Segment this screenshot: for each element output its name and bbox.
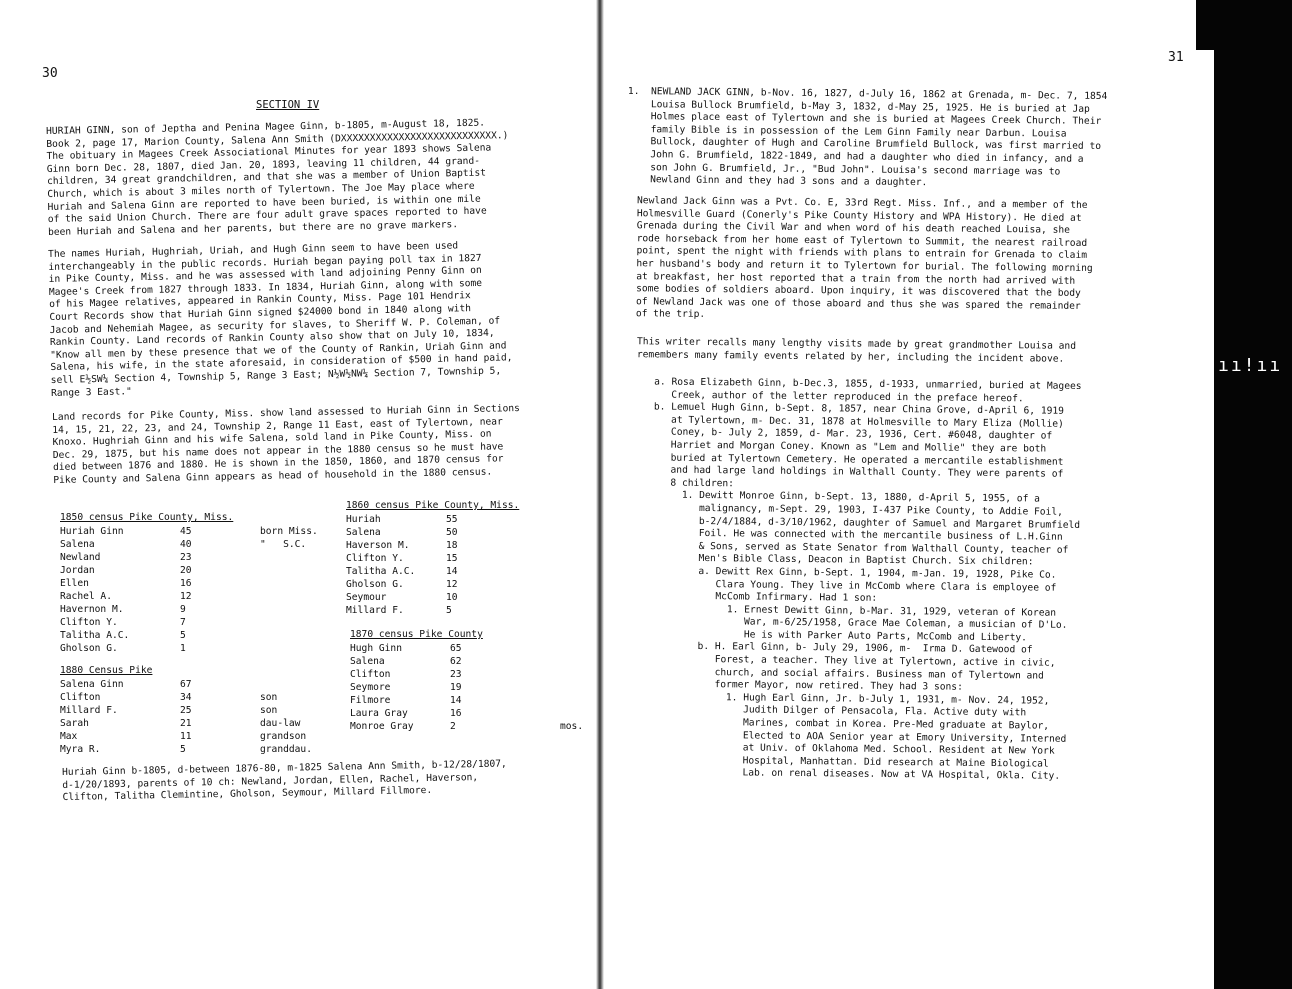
census-name: Gholson G. [346,579,404,590]
section-title: SECTION IV [256,99,320,111]
war-paragraph: Newland Jack Ginn was a Pvt. Co. E, 33rd Regt. Miss. Inf., and a member of the Holmesville Guard (Conerly's Pike County History and WPA History). He died at Grenada during the Civil War and when word of his death reached Louisa, she rode horseback from her home east of Tylertown to Summit, the nearest railroad point, spent the night with friends with plans to entrain for Grenada to claim her husband's body and return it to Tylertown for burial. The following morning at breakfast, her host reported that a train from the north had arrived with some bodies of soldiers aboard. Upon inquiry, it was discovered that the body of Newland Jack was one of those aboard and thus she was spared the remainder of the trip. [612,195,1093,321]
census-age: 50 [446,527,458,538]
census-name: Millard F. [346,605,404,616]
census-age: 9 [180,604,186,615]
census-name: Salena [350,656,385,667]
census-note: grandson [260,731,307,742]
census-name: Newland [60,552,101,563]
census-name: Haverson M. [346,540,410,551]
census-row [346,578,556,591]
census-name: Talitha A.C. [346,566,416,577]
census-1870-table [350,629,583,733]
census-name: Clifton [60,692,101,703]
census-row [350,642,583,655]
census-age: 12 [180,591,192,602]
census-age: 55 [446,514,458,525]
census-row [350,681,583,694]
census-row [346,604,556,617]
census-1880-title: 1880 Census Pike [60,665,153,676]
children-list: a. Rosa Elizabeth Ginn, b-Dec.3, 1855, d-1933, unmarried, buried at Magees Creek, author of the letter reproduced in the preface hereof. b. Lemuel Hugh Ginn, b-Sept. 8, 1857, near China Grove, d-April 6, 1919 at Tylertown, m- Dec. 31, 1878 at Holmesville to Mary Eliza (Mollie) Coney, b- July 2, 1859, d- Mar. 23, 1936, Cert. #6048, daughter of Harriet and Morgan Coney. Known as "Lem and Mollie" they are both buried at Tylertown Cemetery. He operated a mercantile establishment and had large land holdings in Walthall County. They were parents of 8 children: 1. Dewitt Monroe Ginn, b-Sept. 13, 1880, d-April 5, 1955, of a malignancy, m-Sept. 29, 1903, I-437 Pike County, to Addie Foil, b-2/4/1884, d-3/10/1962, daughter of Samuel and Margaret Brumfield Foil. He was connected with the mercantile business of L.H.Ginn & Sons, served as State Senator from Walthall County, teacher of Men's Bible Class, Deacon in Baptist Church. Six children: a. Dewitt Rex Ginn, b-Sept. 1, 1904, m-Jan. 19, 1928, Pike Co. Clara Young. They live in McComb where Clara is employee of McComb Infirmary. Had 1 son: 1. Ernest Dewitt Ginn, b-Mar. 31, 1929, veteran of Korean War, m-6/25/1958, Grace Mae Coleman, a musician of D'Lo. He is with Parker Auto Parts, McComb and Liberty. b. H. Earl Ginn, b- July 29, 1906, m- Irma D. Gatewood of Forest, a teacher. They live at Tylertown, active in civic, church, and social affairs. Business man of Tylertown and former Mayor, now retired. They had 3 sons: 1. Hugh Earl Ginn, Jr. b-July 1, 1931, m- Nov. 24, 1952, Judith Dilger of Pensacola, Fla. Active duty with Marines, combat in Korea. Pre-Med graduate at Baylor, Elected to AOA Senior year at Emory University, Interned at Univ. of Oklahoma Med. School. Resident at New York Hospital, Manhattan. Did research at Maine Biological Lab. on renal diseases. Now at VA Hospital, Okla. City. [603,376,1082,783]
census-row [60,730,312,743]
census-note: granddau. [260,744,312,755]
census-row [60,678,312,691]
census-row [60,538,318,551]
census-1860-title: 1860 census Pike County, Miss. [346,500,520,511]
census-name: Sarah [60,718,89,729]
census-age: 23 [450,669,462,680]
census-name: Huriah [346,514,381,525]
census-row [60,525,318,538]
census-age: 34 [180,692,192,703]
scan-dark-edge-top [1196,0,1292,50]
census-name: Clifton Y. [346,553,404,564]
census-row [346,513,556,526]
census-name: Ellen [60,578,89,589]
census-name: Jordan [60,565,95,576]
census-age: 5 [446,605,452,616]
census-name: Seymore [350,682,391,693]
summary-paragraph: Huriah Ginn b-1805, d-between 1876-80, m-1825 Salena Ann Smith, b-12/28/1807, d-1/20/1893, parents of 10 ch: Newland, Jordan, Ellen, Rachel, Haverson, Clifton, Talitha Clemintine, Gholson, Seymour, Millard Fillmore. [62,758,507,804]
census-row [60,642,318,655]
census-age: 10 [446,592,458,603]
census-age: 45 [180,526,192,537]
intro-paragraph: HURIAH GINN, son of Jeptha and Penina Magee Ginn, b-1805, m-August 18, 1825. Book 2, page 17, Marion County, Salena Ann Smith (DXXXXXXXXXXXXXXXXXXXXXXXXXXX.) The obituary in Magees Creek Associational Minutes for year 1893 shows Salena Ginn born Dec. 28, 1807, died Jan. 20, 1893, leaving 11 children, 44 grand- children, 34 great grandchildren, and that she was a member of Union Baptist Church, which is about 3 miles north of Tylertown. The Joe May place where Huriah and Salena Ginn are reported to have been buried, is within one mile of the said Union Church. There are four adult grave spaces reported to have been Huriah and Salena and her parents, but there are no grave markers. [46,117,509,238]
census-name: Filmore [350,695,391,706]
census-row [60,616,318,629]
census-age: 14 [446,566,458,577]
recall-paragraph: This writer recalls many lengthy visits made by great grandmother Louisa and remembers many family events related by her, including the incident above. [613,336,1077,365]
census-note: son [260,692,278,703]
census-row [60,691,312,704]
census-age: 67 [180,679,192,690]
right-page [602,0,1292,989]
census-row [60,577,318,590]
census-age: 23 [180,552,192,563]
census-row [346,539,556,552]
census-name: Myra R. [60,744,101,755]
census-name: Millard F. [60,705,118,716]
census-name: Hugh Ginn [350,643,402,654]
census-note: " S.C. [260,539,307,550]
census-row [60,629,318,642]
right-page-number: 31 [1168,50,1184,65]
census-row [350,668,583,681]
census-row [60,743,312,756]
census-row [60,603,318,616]
census-age: 7 [180,617,186,628]
census-age: 1 [180,643,186,654]
census-age: 5 [180,744,186,755]
census-name: Talitha A.C. [60,630,130,641]
census-age: 5 [180,630,186,641]
census-note: born Miss. [260,526,318,537]
land-paragraph: Land records for Pike County, Miss. show land assessed to Huriah Ginn in Sections 14, 15, 21, 22, 23, and 24, Township 2, Range 11 East, east of Tylertown, near Knoxo. Hughriah Ginn and his wife Salena, sold land in Pike County, Miss. on Dec. 29, 1875, but his name does not appear in the 1880 census so he must have died between 1876 and 1880. He is shown in the 1850, 1860, and 1870 census for Pike County and Salena Ginn appears as head of household in the 1880 census. [52,403,520,486]
census-name: Clifton [350,669,391,680]
scan-edge-artifact: ıı!ıı [1218,355,1283,376]
census-age: 20 [180,565,192,576]
census-name: Salena [60,539,95,550]
names-paragraph: The names Huriah, Hughriah, Uriah, and Hugh Ginn seem to have been used interchangeably in the public records. Huriah began paying poll tax in 1827 in Pike County, Miss. and he was assessed with land adjoining Penny Ginn on Magee's Creek from 1827 through 1833. In 1834, Huriah Ginn, along with some of his Magee relatives, appeared in Rankin County, Miss. Page 101 Hendrix Court Records show that Huriah Ginn signed $24000 bond in 1840 along with Jacob and Nehemiah Magee, as security for slaves, to Sheriff W. P. Coleman, of Rankin County. Land records of Rankin County also show that on July 10, 1834, "Know all men by these presence that we of the County of Rankin, Uriah Ginn and Salena, his wife, in the state aforesaid, in consideration of $500 in hand paid, sell E½SW¼ Section 4, Township 5, Range 3 East; N½W½NW¼ Section 7, Township 5, Range 3 East." [48,240,513,399]
census-row [346,565,556,578]
census-age: 21 [180,718,192,729]
census-age: 16 [180,578,192,589]
census-1880-table [60,665,312,756]
census-age: 18 [446,540,458,551]
census-row [346,552,556,565]
census-age: 14 [450,695,462,706]
left-page-number: 30 [42,66,58,81]
census-row [60,551,318,564]
scan-dark-edge [1214,0,1292,989]
census-name: Gholson G. [60,643,118,654]
census-name: Rachel A. [60,591,112,602]
census-row [350,707,583,720]
census-name: Max [60,731,78,742]
census-name: Seymour [346,592,387,603]
census-row [60,717,312,730]
census-name: Clifton Y. [60,617,118,628]
census-1860-table [346,500,556,617]
census-row [346,591,556,604]
census-age: 25 [180,705,192,716]
census-age: 65 [450,643,462,654]
census-row [60,564,318,577]
census-age: 11 [180,731,192,742]
census-name: Salena [346,527,381,538]
census-age: 16 [450,708,462,719]
census-name: Monroe Gray [350,721,414,732]
census-name: Havernon M. [60,604,124,615]
census-age: 40 [180,539,192,550]
census-1850-title: 1850 census Pike County, Miss. [60,512,234,523]
census-note: dau-law [260,718,301,729]
census-name: Salena Ginn [60,679,124,690]
census-age: 2 [450,721,456,732]
census-row [60,590,318,603]
census-row [350,694,583,707]
census-1870-title: 1870 census Pike County [350,629,483,640]
census-name: Laura Gray [350,708,408,719]
census-age: 62 [450,656,462,667]
census-note: son [260,705,278,716]
census-note: mos. [560,721,584,732]
census-row [346,526,556,539]
census-row [350,655,583,668]
census-age: 12 [446,579,458,590]
census-age: 15 [446,553,458,564]
census-name: Huriah Ginn [60,526,124,537]
left-page [0,0,598,989]
census-row [350,720,583,733]
entry-newland-jack-ginn: 1. NEWLAND JACK GINN, b-Nov. 16, 1827, d-July 16, 1862 at Grenada, m- Dec. 7, 1854 Louisa Bullock Brumfield, b-May 3, 1832, d-May 25, 1925. He is buried at Jap Holmes place east of Tylertown and she is buried at Magees Creek Church. Their family Bible is in possession of the Lem Ginn Family near Darbun. Louisa Bullock, daughter of Hugh and Caroline Brumfield Bullock, was first married to John G. Brumfield, 1822-1849, and had a daughter who died in infancy, and a son John G. Brumfield, Jr., "Bud John". Louisa's second marriage was to Newland Ginn and they had 3 sons and a daughter. [626,86,1108,189]
census-1850-table [60,512,318,655]
census-age: 19 [450,682,462,693]
census-row [60,704,312,717]
